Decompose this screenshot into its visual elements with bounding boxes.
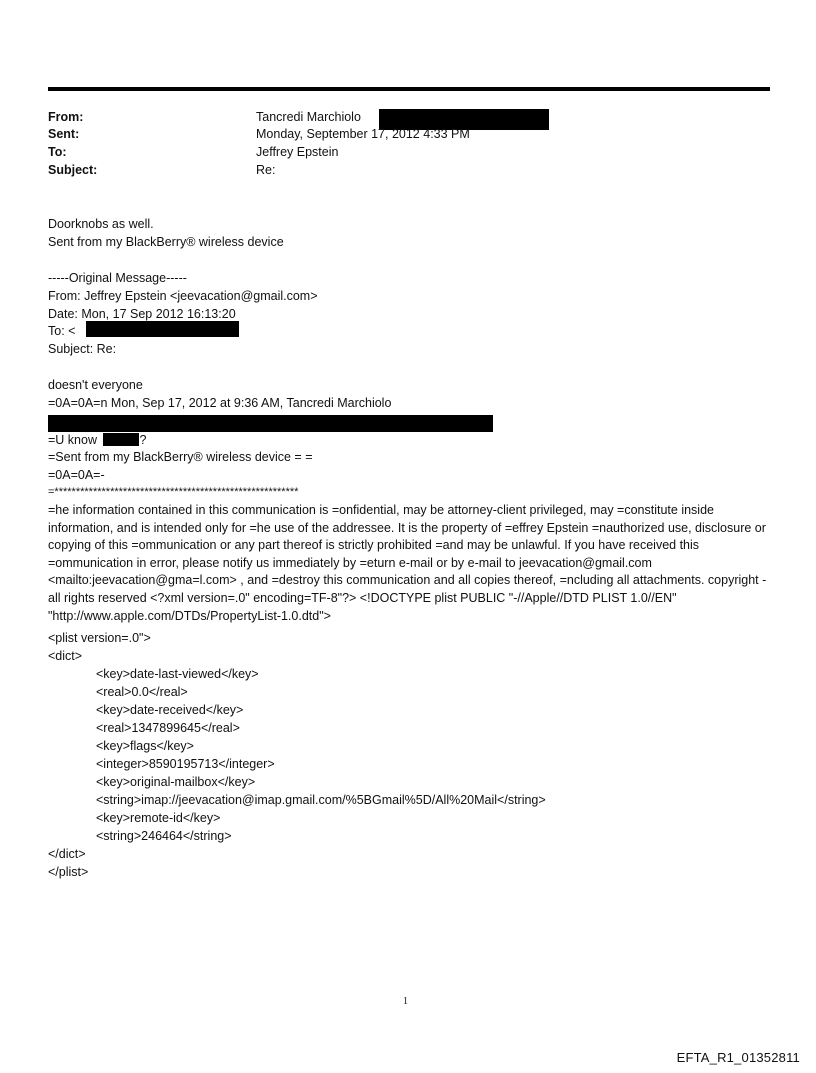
plist-line: <real>0.0</real> <box>96 685 188 699</box>
original-to: To: < <box>48 324 76 338</box>
plist-line: <key>remote-id</key> <box>96 811 221 825</box>
plist-open: <plist version=.0"> <box>48 631 151 645</box>
original-from: From: Jeffrey Epstein <jeevacation@gmail.com> <box>48 289 318 303</box>
plist-line: <key>date-last-viewed</key> <box>96 667 259 681</box>
separator-stars: =********************************************************* <box>48 486 299 498</box>
quoted-prefix: =U know <box>48 433 97 447</box>
plist-line: <key>flags</key> <box>96 739 194 753</box>
to-label: To: <box>48 145 67 159</box>
quoted-line: =0A=0A=- <box>48 468 105 482</box>
subject-label: Subject: <box>48 163 98 177</box>
plist-line: <string>246464</string> <box>96 829 232 843</box>
from-value: Tancredi Marchiolo <box>256 110 361 124</box>
body-line: Sent from my BlackBerry® wireless device <box>48 235 284 249</box>
redaction-box <box>86 321 239 337</box>
subject-value: Re: <box>256 163 276 177</box>
plist-line: <real>1347899645</real> <box>96 721 240 735</box>
to-value: Jeffrey Epstein <box>256 145 339 159</box>
quoted-suffix: ? <box>139 433 147 447</box>
body-line: Doorknobs as well. <box>48 217 154 231</box>
original-message-header: -----Original Message----- <box>48 271 187 285</box>
original-subject: Subject: Re: <box>48 342 117 356</box>
quoted-line <box>48 432 146 449</box>
bates-number: EFTA_R1_01352811 <box>676 1050 800 1065</box>
disclaimer-paragraph: =he information contained in this communication is =onfidential, may be attorney-client privileged, may =constitute inside information, and is intended only for =he use of the addressee. It is the property of =effrey Epstein =nauthorized use, disclosure or copying of this =ommunication or any part thereof is strictly prohibited =and may be unlawful. If you have received this =ommunication in error, please notify us immediately by =eturn e-mail or by e-mail to jeevacation@gmail.com <mailto:jeevacation@gma=l.com> , and =destroy this communication and all copies thereof, =ncluding all attachments. copyright -all rights reserved <?xml version=.0" encoding=TF-8"?> <!DOCTYPE plist PUBLIC "-//Apple//DTD PLIST 1.0//EN" "http://www.apple.com/DTDs/PropertyList-1.0.dtd"> <box>48 503 767 623</box>
plist-line: <key>date-received</key> <box>96 703 244 717</box>
quoted-line: =Sent from my BlackBerry® wireless device = = <box>48 450 313 464</box>
plist-line: <integer>8590195713</integer> <box>96 757 275 771</box>
header-rule <box>48 87 770 91</box>
dict-close: </dict> <box>48 847 86 861</box>
reply-line: =0A=0A=n Mon, Sep 17, 2012 at 9:36 AM, Tancredi Marchiolo <box>48 396 392 410</box>
sent-label: Sent: <box>48 127 80 141</box>
plist-line: <key>original-mailbox</key> <box>96 775 256 789</box>
page-number: 1 <box>403 996 408 1007</box>
sent-value: Monday, September 17, 2012 4:33 PM <box>256 127 470 141</box>
redaction-box <box>103 433 139 446</box>
original-date: Date: Mon, 17 Sep 2012 16:13:20 <box>48 307 236 321</box>
plist-close: </plist> <box>48 865 89 879</box>
redaction-box <box>48 415 493 432</box>
dict-open: <dict> <box>48 649 83 663</box>
reply-line: doesn't everyone <box>48 378 143 392</box>
from-label: From: <box>48 110 84 124</box>
plist-line: <string>imap://jeevacation@imap.gmail.com/%5BGmail%5D/All%20Mail</string> <box>96 793 546 807</box>
